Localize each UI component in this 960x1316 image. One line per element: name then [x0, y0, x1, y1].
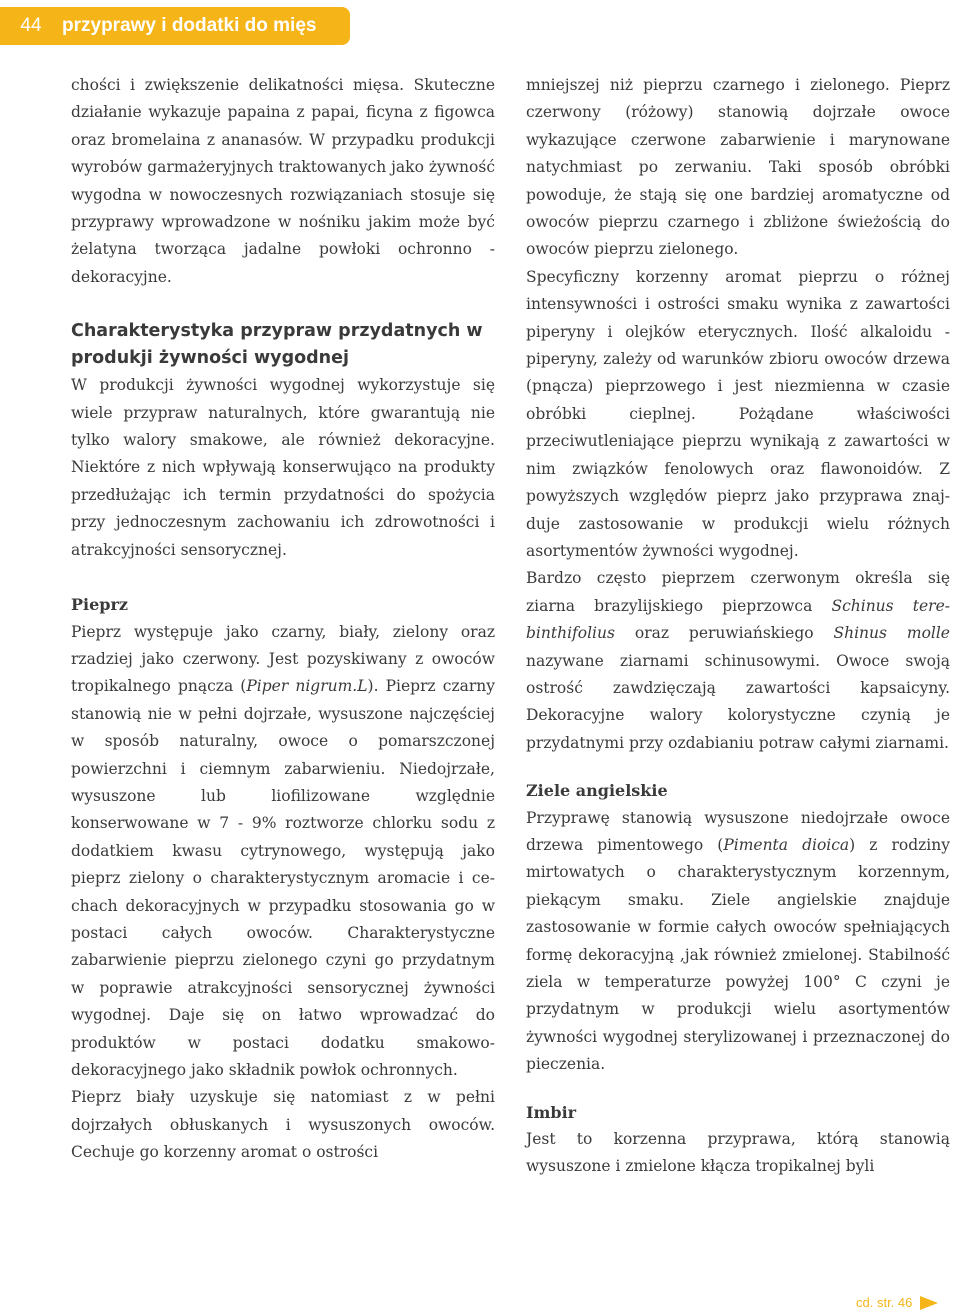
- latin-name: Schinus terebinthifolius: [526, 596, 950, 643]
- schinus-text: oraz peruwiańskiego: [614, 624, 834, 643]
- pieprz-czerwony-paragraph: mniejszej niż pieprzu czarnego i zielonego. Pieprz czerwony (różowy) stanowią dojrzałe owoce wykazujące czerwone zabarwienie i marynowane natychmiast po zerwaniu. Taki sposób obróbki powoduje, że stają się one bardziej aromatyczne od owoców pieprzu czarnego i zbliżone świeżością do owoców pieprzu zielonego.: [526, 76, 950, 259]
- continued-label: cd. str. 46: [856, 1295, 913, 1310]
- aroma-paragraph: Specyficzny korzenny aromat pieprzu o różnej intensywności i ostrości smaku wynika z zawartości piperyny i olejków eterycznych. Ilość alkaloidu - piperyny, zależy od warunków zbioru owoców drzewa (pnącza) pieprzowego i jest niezmienna w czasie obróbki cieplnej. Pożądane właściwości przeciwutleniające pieprzu wynikają z zawartości w nim związków fenolowych oraz flawonoidów. Z powyższych względów pieprz jako przyprawa znajduje zastosowanie w produkcji wielu różnych asortymentów żywności wygodnej.: [526, 267, 950, 560]
- ziele-text: ) z rodziny mirtowatych o charakterystycznym korzennym, piekącym smaku. Ziele angielskie znajduje zastosowanie w formie całych owoców spełniających formę dekoracyjną ,jak również zmielonej. Stabilność ziela w temperaturze powyżej 100° C czyni je przydatnym w produkcji wielu asortymentów żywności wygodnej sterylizowanej i przeznaczonej do pieczenia.: [526, 835, 951, 1074]
- pieprz-bialy-paragraph: Pieprz biały uzyskuje się natomiast z w pełni dojrzałych obłuskanych i wysuszonych owoców. Cechuje go korzenny aromat o ostrości: [71, 1088, 495, 1162]
- latin-name: Pimenta dioica: [723, 835, 850, 854]
- schinus-text: nazywane ziarnami schinusowymi. Owoce swoją ostrość zawdzięczają zawartości kapsaicyny. Dekoracyjne walory kolorystyczne czynią je przydatnymi przy ozdabianiu potraw całymi ziarnami.: [526, 651, 950, 752]
- schinus-text: Bardzo często pieprzem czerwonym określa się ziarna brazylijskiego pieprzowca: [526, 569, 950, 615]
- intro-paragraph: chości i zwiększenie delikatności mięsa. Skuteczne działanie wykazuje papaina z papai, ficyna z figowca oraz bromelaina z ananasów. W przypadku produkcji wyrobów garmażeryjnych traktowanych jako żywność wygodna w nowoczesnych rozwiązaniach stosuje się przyprawy wprowadzone w nośniku jakim może być żelatyna tworząca jadalne powłoki ochronno - dekoracyjne.: [71, 76, 495, 286]
- latin-name: Piper nigrum.L: [246, 677, 368, 696]
- pieprz-paragraph: [71, 619, 495, 1085]
- schinus-paragraph: [526, 565, 950, 757]
- section-title: przyprawy i dodatki do mięs: [62, 15, 317, 36]
- imbir-heading: Imbir: [526, 1102, 577, 1122]
- latin-name: Shinus molle: [833, 624, 950, 643]
- page-header: [0, 7, 350, 45]
- pieprz-heading: Pieprz: [71, 595, 128, 615]
- page-number: 44: [20, 15, 42, 36]
- section-paragraph: W produkcji żywności wygodnej wykorzystuje się wiele przypraw naturalnych, które gwarantują nie tylko walory smakowe, ale również dekoracyjne. Niektóre z nich wpływają konserwująco na produkty przedłużając ich termin przydatności do spożycia przy jednoczesnym zachowaniu ich zdrowotności i atrakcyjności sensorycznej.: [71, 376, 495, 559]
- right-column: [526, 72, 950, 1181]
- pieprz-text: Pieprz występuje jako czarny, biały, zielony oraz rzadziej jako czerwony. Jest pozyskiwany z owoców tropikalnego pnącza (: [71, 622, 495, 696]
- continued-link[interactable]: [856, 1295, 938, 1310]
- pieprz-text: ). Pieprz czarny stanowią nie w pełni dojrzałe, wysuszone najczęściej w sposób naturalny, owoce o pomarszczonej powierzchni i ciemnym zabarwieniu. Niedojrzałe, wysuszone lub liofilizowane względnie konserwowane w 7 - 9% roztworze chlorku sodu z dodatkiem kwasu cytrynowego, występują jako pieprz zielony o charakterystycznym aromacie i cechach dekoracyjnych w przypadku stosowania go w postaci całych owoców. Charakterystyczne zabarwienie pieprzu zielonego czyni go przydatnym w poprawie atrakcyjności sensorycznej żywności wygodnej. Daje się on łatwo wprowadzać do produktów w postaci dodatku smakowo-dekoracyjnego jako składnik powłok ochronnych.: [71, 677, 495, 1079]
- imbir-paragraph: Jest to korzenna przyprawa, którą stanowią wysuszone i zmielone kłącza tropikalnej byli: [526, 1130, 950, 1176]
- ziele-heading: Ziele angielskie: [526, 781, 668, 801]
- arrow-right-icon: [920, 1296, 938, 1310]
- ziele-text: Przyprawę stanowią wysuszone niedojrzałe owoce drzewa pimentowego (: [526, 808, 950, 854]
- section-heading: Charakterystyka przypraw przydatnych w produkji żywności wygodnej: [71, 321, 483, 369]
- ziele-paragraph: [526, 805, 950, 1079]
- left-column: [71, 72, 495, 1167]
